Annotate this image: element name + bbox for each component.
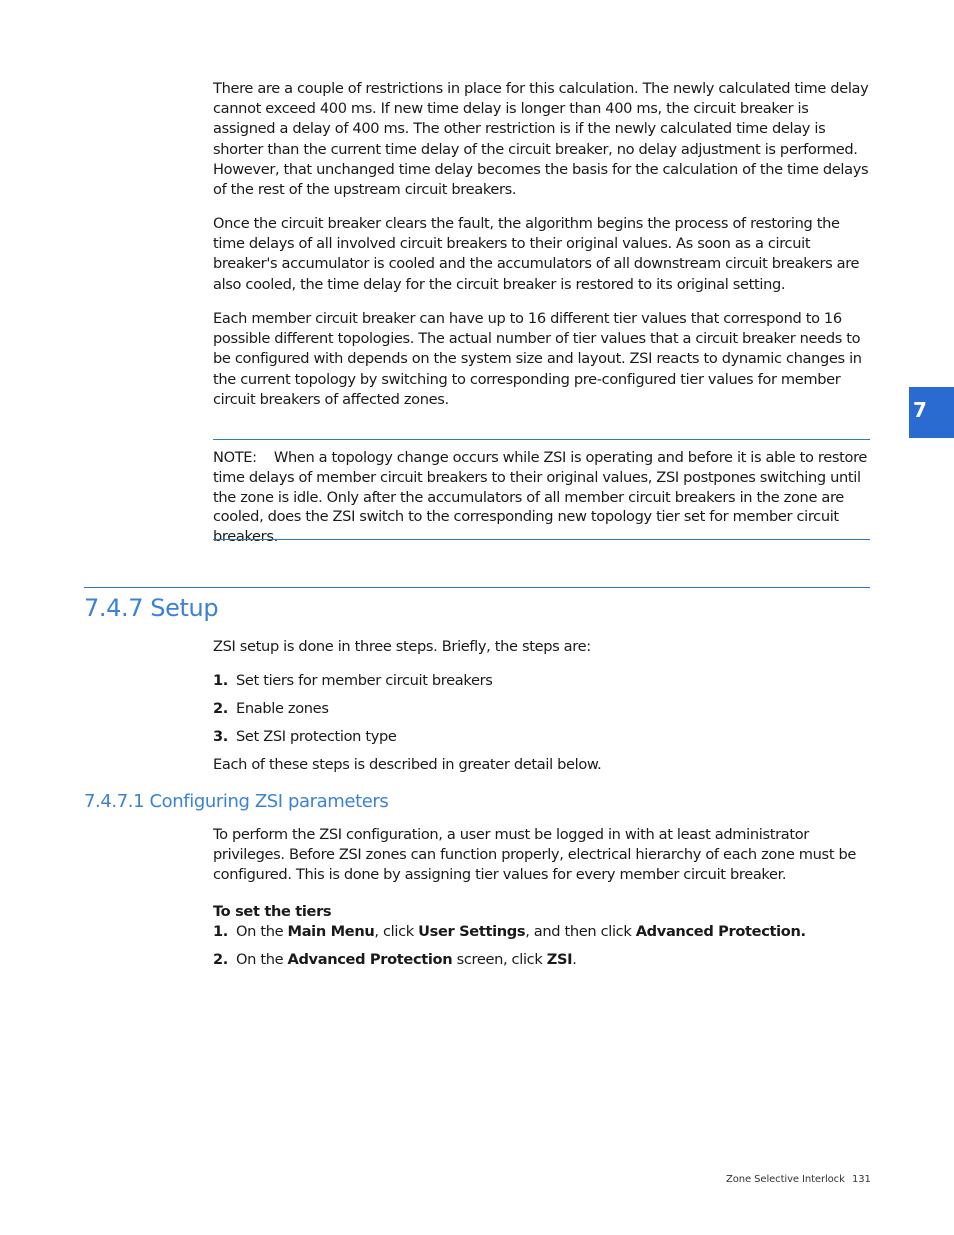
list-item (213, 727, 873, 747)
step-text: , click (374, 923, 419, 940)
ui-term-zsi: ZSI (546, 951, 573, 968)
procedure-step (213, 950, 873, 970)
list-item (213, 671, 873, 691)
procedure-title: To set the tiers (213, 903, 332, 920)
section-rule (84, 587, 870, 588)
procedure-step (213, 922, 873, 942)
ui-term-user-settings: User Settings (418, 923, 526, 940)
body-paragraph: There are a couple of restrictions in place for this calculation. The newly calculated time delay cannot exceed 400 ms. If new time delay is longer than 400 ms, the circuit breaker is assigned a delay of 400 ms. The other restriction is if the newly calculated time delay is shorter than the current time delay of the circuit breaker, no delay adjustment is performed. However, that unchanged time delay becomes the basis for the calculation of the time delays of the rest of the upstream circuit breakers. (213, 80, 869, 199)
list-item-number: 1. (213, 672, 228, 689)
procedure-step-number: 2. (213, 951, 228, 968)
footer-section-title: Zone Selective Interlock (726, 1174, 845, 1185)
ui-term-main-menu: Main Menu (287, 923, 375, 940)
list-item-text: Enable zones (236, 700, 329, 717)
step-text: screen, click (452, 951, 547, 968)
list-item (213, 699, 873, 719)
step-text: , and then click (525, 923, 636, 940)
procedure-step-number: 1. (213, 923, 228, 940)
step-text: On the (236, 951, 288, 968)
note-top-rule (213, 439, 870, 440)
page-number: 131 (852, 1174, 871, 1185)
body-paragraph: Each member circuit breaker can have up to 16 different tier values that correspond to 16 possible different topologies. The actual number of tier values that a circuit breaker needs to be configured with depends on the system size and layout. ZSI reacts to dynamic changes in the current topology by switching to corresponding pre-configured tier values for member circuit breakers of affected zones. (213, 310, 862, 408)
ui-term-advanced-protection: Advanced Protection (287, 951, 453, 968)
chapter-tab: 7 (909, 387, 954, 438)
note-bottom-rule (213, 539, 870, 540)
step-text: On the (236, 923, 288, 940)
setup-outro: Each of these steps is described in greater detail below. (213, 756, 602, 773)
note-block (213, 448, 873, 547)
list-item-text: Set ZSI protection type (236, 728, 397, 745)
body-paragraph: Once the circuit breaker clears the fault, the algorithm begins the process of restoring the time delays of all involved circuit breakers to their original values. As soon as a circuit breaker's accumulator is cooled and the accumulators of all downstream circuit breakers are also cooled, the time delay for the circuit breaker is restored to its original setting. (213, 215, 860, 293)
subsection-heading: 7.4.7.1 Configuring ZSI parameters (84, 791, 389, 812)
section-heading: 7.4.7 Setup (84, 594, 219, 622)
list-item-number: 2. (213, 700, 228, 717)
step-text: . (572, 951, 577, 968)
ui-term-advanced-protection: Advanced Protection. (635, 923, 806, 940)
note-text: When a topology change occurs while ZSI is operating and before it is able to restore time delays of member circuit breakers to their original values, ZSI postpones switching until the zone is idle. Only after the accumulators of all member circuit breakers in the zone are cooled, does the ZSI switch to the corresponding new topology tier set for member circuit breakers. (213, 449, 868, 546)
setup-intro: ZSI setup is done in three steps. Briefly, the steps are: (213, 638, 591, 655)
list-item-number: 3. (213, 728, 228, 745)
config-intro: To perform the ZSI configuration, a user must be logged in with at least administrator privileges. Before ZSI zones can function properly, electrical hierarchy of each zone must be configured. This is done by assigning tier values for every member circuit breaker. (213, 826, 857, 884)
list-item-text: Set tiers for member circuit breakers (236, 672, 493, 689)
note-label: NOTE: (213, 449, 257, 466)
